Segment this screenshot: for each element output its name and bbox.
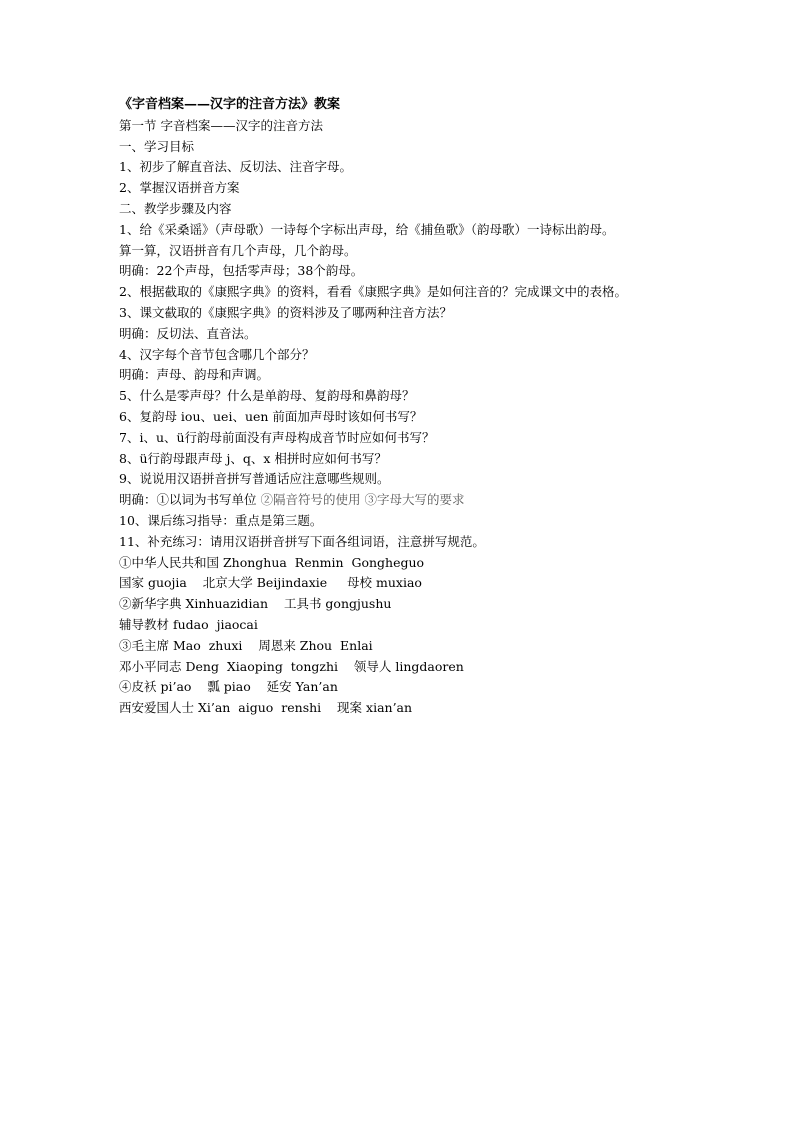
text-line: 7、i、u、ü行韵母前面没有声母构成音节时应如何书写？ xyxy=(119,429,435,445)
pinyin-line: ①中华人民共和国 Zhonghua Renmin Gongheguo xyxy=(119,554,425,570)
clarify-line xyxy=(119,490,719,511)
pinyin-line: 邓小平同志 Deng Xiaoping tongzhi 领导人 lingdaoren xyxy=(119,658,464,674)
text-line: 2、掌握汉语拼音方案 xyxy=(119,180,240,196)
text-line: 明确：22个声母，包括零声母；38个韵母。 xyxy=(119,263,364,279)
pinyin-line: 国家 guojia 北京大学 Beijindaxie 母校 muxiao xyxy=(119,575,422,591)
text-line: 5、什么是零声母？什么是单韵母、复韵母和鼻韵母？ xyxy=(119,388,415,404)
text-line: 8、ü行韵母跟声母 j、q、x 相拼时应如何书写？ xyxy=(119,450,387,466)
text-line: 6、复韵母 iou、uei、uen 前面加声母时该如何书写？ xyxy=(119,408,423,424)
text-line: 明确：反切法、直音法。 xyxy=(119,325,257,341)
text-line: 1、给《采桑谣》（声母歌）一诗每个字标出声母，给《捕鱼歌》（韵母歌）一诗标出韵母。 xyxy=(119,221,615,237)
text-line: 2、根据截取的《康熙字典》的资料，看看《康熙字典》是如何注音的？完成课文中的表格。 xyxy=(119,284,627,300)
pinyin-line: 辅导教材 fudao jiaocai xyxy=(119,616,258,632)
text-line: 明确：声母、韵母和声调。 xyxy=(119,367,270,383)
document-title: 《字音档案——汉字的注音方法》教案 xyxy=(119,97,341,112)
text-line: 3、课文截取的《康熙字典》的资料涉及了哪两种注音方法？ xyxy=(119,304,452,320)
pinyin-line: ④皮袄 pi’ao 瓢 piao 延安 Yan’an xyxy=(119,679,338,695)
document-page xyxy=(119,95,719,719)
text-line: 二、教学步骤及内容 xyxy=(119,200,232,216)
clarify-prefix: 明确：①以词为书写单位 xyxy=(119,492,257,508)
text-line: 10、课后练习指导：重点是第三题。 xyxy=(119,512,323,528)
pinyin-line: ②新华字典 Xinhuazidian 工具书 gongjushu xyxy=(119,596,392,612)
text-line: 一、学习目标 xyxy=(119,138,195,154)
text-line: 4、汉字每个音节包含哪几个部分？ xyxy=(119,346,315,362)
text-line: 9、说说用汉语拼音拼写普通话应注意哪些规则。 xyxy=(119,471,390,487)
text-line: 11、补充练习：请用汉语拼音拼写下面各组词语，注意拼写规范。 xyxy=(119,533,485,549)
pinyin-line: 西安爱国人士 Xi’an aiguo renshi 现案 xian’an xyxy=(119,700,413,716)
text-line: 算一算，汉语拼音有几个声母，几个韵母。 xyxy=(119,242,357,258)
clarify-rest: ②隔音符号的使用 ③字母大写的要求 xyxy=(260,492,465,508)
pinyin-line: ③毛主席 Mao zhuxi 周恩来 Zhou Enlai xyxy=(119,637,373,653)
text-line: 1、初步了解直音法、反切法、注音字母。 xyxy=(119,159,352,175)
text-line: 第一节 字音档案——汉字的注音方法 xyxy=(119,117,323,133)
